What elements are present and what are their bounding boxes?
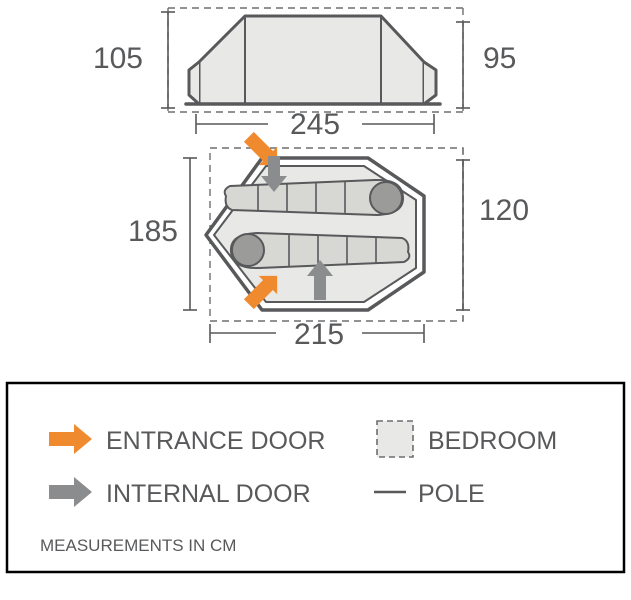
legend-item-pole-label: POLE — [418, 480, 485, 508]
sleeping-bag-upper — [225, 180, 403, 215]
dimension-right-height — [456, 22, 516, 108]
legend-item-bedroom-label: BEDROOM — [428, 427, 558, 455]
dimension-bedroom-depth-label: 120 — [479, 194, 530, 227]
floorplan-group — [128, 128, 529, 351]
legend-item-bedroom — [377, 421, 557, 457]
legend-item-internal-door-label: INTERNAL DOOR — [106, 480, 311, 508]
dimension-left-height-label: 105 — [92, 42, 143, 75]
dimension-overall-length-label: 215 — [293, 318, 345, 351]
dimension-overall-length — [210, 318, 424, 351]
dimension-left-height — [93, 12, 175, 108]
dimension-elevation-width-label: 245 — [289, 108, 341, 141]
dimension-inner-width — [128, 158, 197, 310]
elevation-group — [93, 8, 516, 141]
dimension-bedroom-depth — [456, 160, 529, 310]
dimension-right-height-label: 95 — [483, 42, 517, 75]
legend-item-entrance-door-label: ENTRANCE DOOR — [106, 427, 326, 455]
measurements-note: MEASUREMENTS IN CM — [40, 536, 237, 555]
dimension-elevation-width — [196, 108, 434, 141]
dimension-inner-width-label: 185 — [127, 215, 178, 248]
elevation-tent-shape — [186, 16, 440, 104]
legend-panel — [7, 383, 624, 572]
bedroom-square-icon — [377, 421, 413, 457]
